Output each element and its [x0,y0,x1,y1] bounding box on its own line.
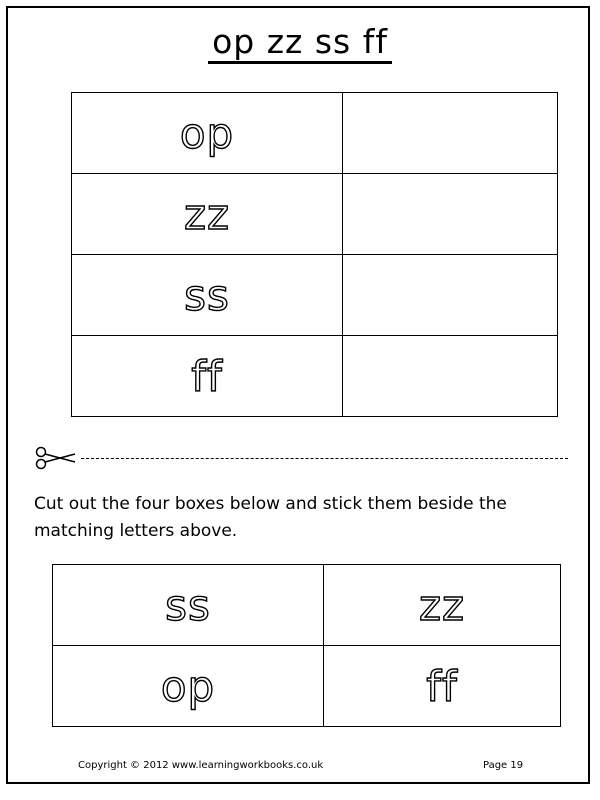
cutout-letters-ff: ff [426,661,458,711]
page-number: Page 19 [483,760,524,771]
table-row [72,336,558,417]
letters-cell [72,93,343,174]
scissors-icon [33,446,77,470]
cutout-box [53,646,324,727]
matching-table [71,92,558,417]
letters-ff: ff [191,351,223,401]
letters-op: op [179,108,235,158]
table-row [72,174,558,255]
blank-cell [343,93,558,174]
blank-cell [343,336,558,417]
cutout-letters-zz: zz [418,580,466,630]
letters-cell [72,174,343,255]
worksheet-title: op zz ss ff [0,22,600,61]
letters-zz: zz [183,189,231,239]
letters-ss: ss [184,270,230,320]
blank-cell [343,255,558,336]
cutout-box [324,646,561,727]
cutout-box [324,565,561,646]
copyright-text: Copyright © 2012 www.learningworkbooks.co.uk [78,760,324,771]
blank-cell [343,174,558,255]
cutout-letters-ss: ss [165,580,211,630]
table-row [53,565,561,646]
table-row [53,646,561,727]
cut-line [33,446,568,470]
cutout-box [53,565,324,646]
letters-cell [72,255,343,336]
instruction-text: Cut out the four boxes below and stick them beside the matching letters above. [34,494,507,541]
cutout-letters-op: op [160,661,216,711]
table-row [72,93,558,174]
table-row [72,255,558,336]
cutout-table [52,564,561,727]
letters-cell [72,336,343,417]
dashed-line [81,458,568,459]
